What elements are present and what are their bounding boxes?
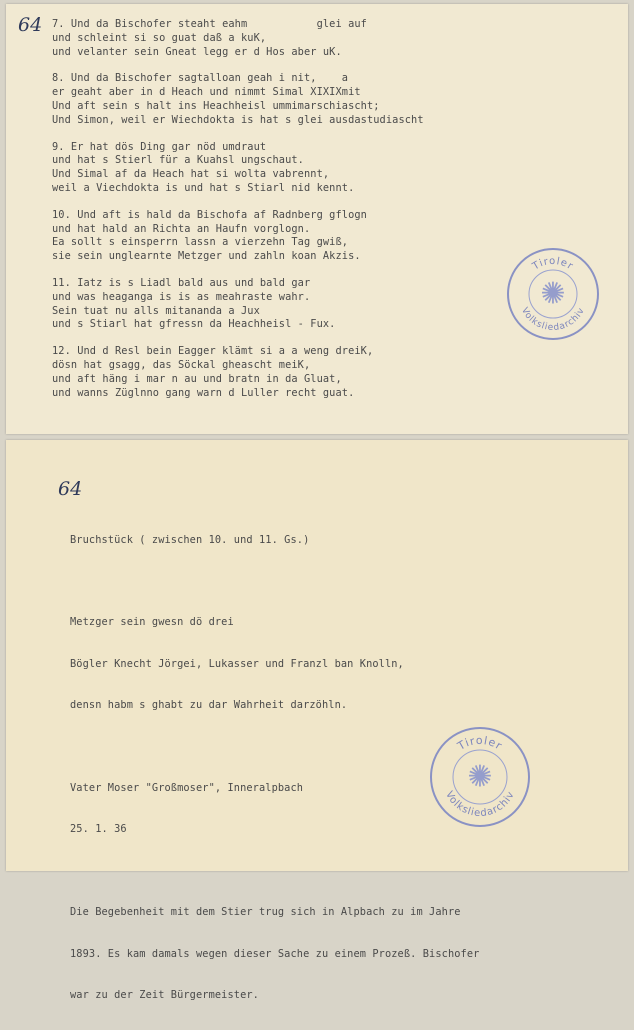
stanza [52, 141, 424, 196]
source-line: Vater Moser "Großmoser", Inneralpbach [70, 781, 304, 794]
fragment-line: Bögler Knecht Jörgei, Lukasser und Franzl ban Knolln, [70, 657, 404, 670]
stanza-first-line: 12. Und d Resl bein Eagger klämt si a a weng dreiK, [52, 345, 374, 358]
stamp-bottom-text: Volksliedarchiv [443, 789, 517, 820]
stanza-line: und hat hald an Richta an Haufn vorglogn. [52, 222, 311, 235]
stanza-line: dösn hat gsagg, das Söckal gheascht meiK, [52, 358, 311, 371]
fragment-line: Metzger sein gwesn dö drei [70, 616, 234, 629]
stanza-line: und aft häng i mar n au und bratn in da Gluat, [52, 372, 342, 385]
archive-sheet-2 [6, 440, 628, 1001]
stanza-line: und s Stiarl hat gfressn da Heachheisl - Fux. [52, 318, 336, 331]
stanza-first-line: 7. Und da Bischofer steaht eahm glei auf [52, 18, 367, 30]
heading: Bruchstück ( zwischen 10. und 11. Gs.) [70, 533, 310, 546]
stanza-line: Und aft sein s halt ins Heachheisl ummimarschiascht; [52, 99, 380, 112]
eagle-emblem-icon: ✺ [540, 276, 566, 312]
song-text [52, 18, 424, 413]
fragment-line: densn habm s ghabt zu dar Wahrheit darzöhln. [70, 699, 348, 712]
stanza-line: und schleint si so guat daß a kuK, [52, 31, 267, 44]
stamp-top-text: Tiroler [455, 733, 505, 753]
archive-stamp [430, 727, 530, 827]
stanza [52, 18, 424, 59]
page-number: 64 [18, 14, 43, 36]
stamp-bottom-text: Volksliedarchiv [518, 306, 588, 334]
note-line: war zu der Zeit Bürgermeister. [70, 988, 259, 1001]
stanza-line: sie sein unglearnte Metzger und zahln koan Akzis. [52, 250, 361, 263]
eagle-emblem-icon: ✺ [467, 759, 493, 795]
stanza-line: weil a Viechdokta is und hat s Stiarl nid kennt. [52, 181, 355, 194]
stanza-first-line: 11. Iatz is s Liadl bald aus und bald gar [52, 276, 311, 289]
stanza-line: Sein tuat nu alls mitananda a Jux [52, 304, 260, 317]
stanza [52, 345, 424, 400]
stanza [52, 277, 424, 332]
stanza-line: Ea sollt s einsperrn lassn a vierzehn Tag gwiß, [52, 236, 349, 249]
stanza-line: und was heaganga is is as meahraste wahr. [52, 290, 311, 303]
note-line: 1893. Es kam damals wegen dieser Sache zu einem Prozeß. Bischofer [70, 947, 480, 960]
stanza-first-line: 10. Und aft is hald da Bischofa af Radnberg gflogn [52, 208, 367, 221]
stanza-line: er geaht aber in d Heach und nimmt Simal XIXIXmit [52, 86, 361, 99]
archive-sheet-1 [6, 4, 628, 434]
stamp-top-text: Tiroler [530, 255, 576, 273]
date-line: 25. 1. 36 [70, 823, 127, 836]
notes-text [70, 506, 479, 1030]
stanza [52, 209, 424, 264]
stanza-line: und wanns Züglnno gang warn d Luller recht guat. [52, 386, 355, 399]
stanza-first-line: 9. Er hat dös Ding gar nöd umdraut [52, 140, 267, 153]
archive-stamp [507, 248, 599, 340]
stanza [52, 72, 424, 127]
stanza-line: Und Simon, weil er Wiechdokta is hat s glei ausdastudiascht [52, 113, 424, 126]
stanza-line: und hat s Stierl für a Kuahsl ungschaut. [52, 154, 304, 167]
stanza-first-line: 8. Und da Bischofer sagtalloan geah i nit, a [52, 72, 349, 85]
stanza-line: Und Simal af da Heach hat si wolta vabrennt, [52, 168, 330, 181]
stanza-line: und velanter sein Gneat legg er d Hos aber uK. [52, 45, 342, 58]
note-line: Die Begebenheit mit dem Stier trug sich in Alpbach zu im Jahre [70, 906, 461, 919]
page-number: 64 [58, 478, 83, 500]
